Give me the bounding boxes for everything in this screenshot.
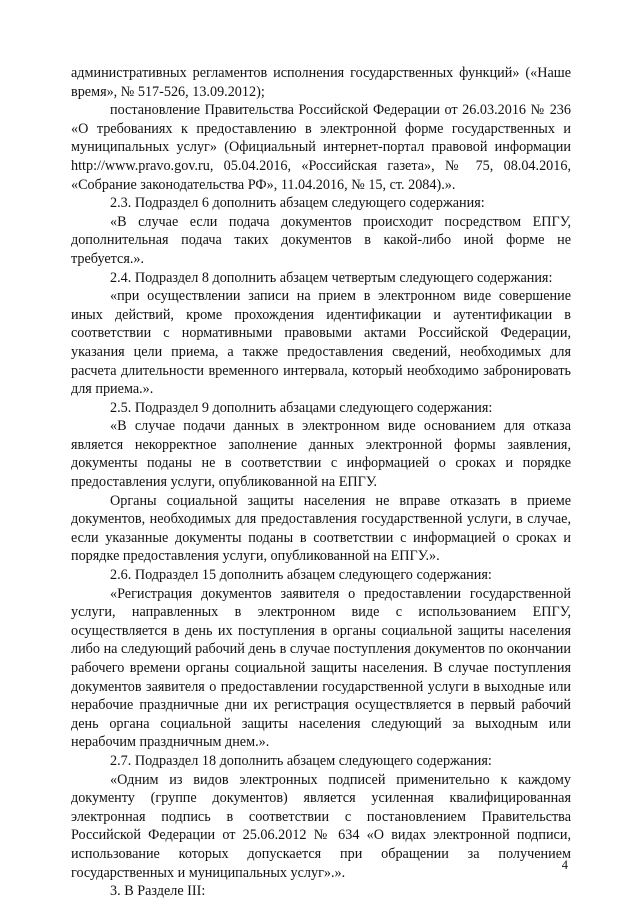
paragraph-2-5-text-2: Органы социальной защиты населения не вправе отказать в приеме документов, необходимых для предоставления государственной услуги, в случае, если указанные документы поданы в соответствии с информацией о сроках и порядке предоставления услуги, опубликованной на ЕПГУ.».	[71, 492, 571, 565]
paragraph-2-5-text-1: «В случае подачи данных в электронном виде основанием для отказа является некорректное заполнение данных электронной формы заявления, документы поданы не в соответствии с информацией о сроках и порядке предоставления услуги, опубликованной на ЕПГУ.	[71, 418, 571, 491]
paragraph-2-6-text: «Регистрация документов заявителя о предоставлении государственной услуги, направленных в электронном виде с использованием ЕПГУ, осуществляется в день их поступления в органы социальной защиты населения либо на следующий рабочий день в случае поступления документов по окончании рабочего времени органы социальной защиты населения. В случае поступления документов заявителя о предоставлении государственной услуги в выходные или нерабочие праздничные дни их регистрация осуществляется в первый рабочий день органа социальной защиты населения следующий за выходным или нерабочим праздничным днем.».	[71, 585, 571, 751]
paragraph-2-7-heading: 2.7. Подраздел 18 дополнить абзацем следующего содержания:	[110, 752, 492, 769]
paragraph-2-5-heading: 2.5. Подраздел 9 дополнить абзацами следующего содержания:	[110, 399, 493, 416]
paragraph-3-heading: 3. В Разделе III:	[110, 883, 206, 900]
paragraph-2-4-text: «при осуществлении записи на прием в электронном виде совершение иных действий, кроме прохождения идентификации и аутентификации в соответствии с нормативными правовыми актами Российской Федерации, указания цели приема, а также предоставления сведений, необходимых для расчета длительности временного интервала, который необходимо забронировать для приема.».	[71, 288, 571, 398]
paragraph-2-3-heading: 2.3. Подраздел 6 дополнить абзацем следующего содержания:	[110, 195, 485, 212]
paragraph-2-3-text: «В случае если подача документов происходит посредством ЕПГУ, дополнительная подача таких документов в какой-либо иной форме не требуется.».	[71, 213, 571, 267]
page-number: 4	[561, 858, 568, 872]
document-body	[71, 64, 571, 901]
paragraph-continuation: административных регламентов исполнения государственных функций» («Наше время», № 517-526, 13.09.2012);	[71, 65, 571, 100]
paragraph-2-7-text: «Одним из видов электронных подписей применительно к каждому документу (группе документов) является усиленная квалифицированная электронная подпись в соответствии с постановлением Правительства Российской Федерации от 25.06.2012 № 634 «О видах электронной подписи, использование которых допускается при обращении за получением государственных и муниципальных услуг».».	[71, 771, 571, 881]
paragraph-2-6-heading: 2.6. Подраздел 15 дополнить абзацем следующего содержания:	[110, 567, 492, 584]
paragraph-2-4-heading: 2.4. Подраздел 8 дополнить абзацем четвертым следующего содержания:	[110, 269, 553, 286]
paragraph-decree-236: постановление Правительства Российской Федерации от 26.03.2016 № 236 «О требованиях к предоставлению в электронной форме государственных и муниципальных услуг» (Официальный интернет-портал правовой информации http://www.pravo.gov.ru, 05.04.2016, «Российская газета», № 75, 08.04.2016, «Собрание законодательства РФ», 11.04.2016, № 15, ст. 2084).».	[71, 102, 571, 193]
